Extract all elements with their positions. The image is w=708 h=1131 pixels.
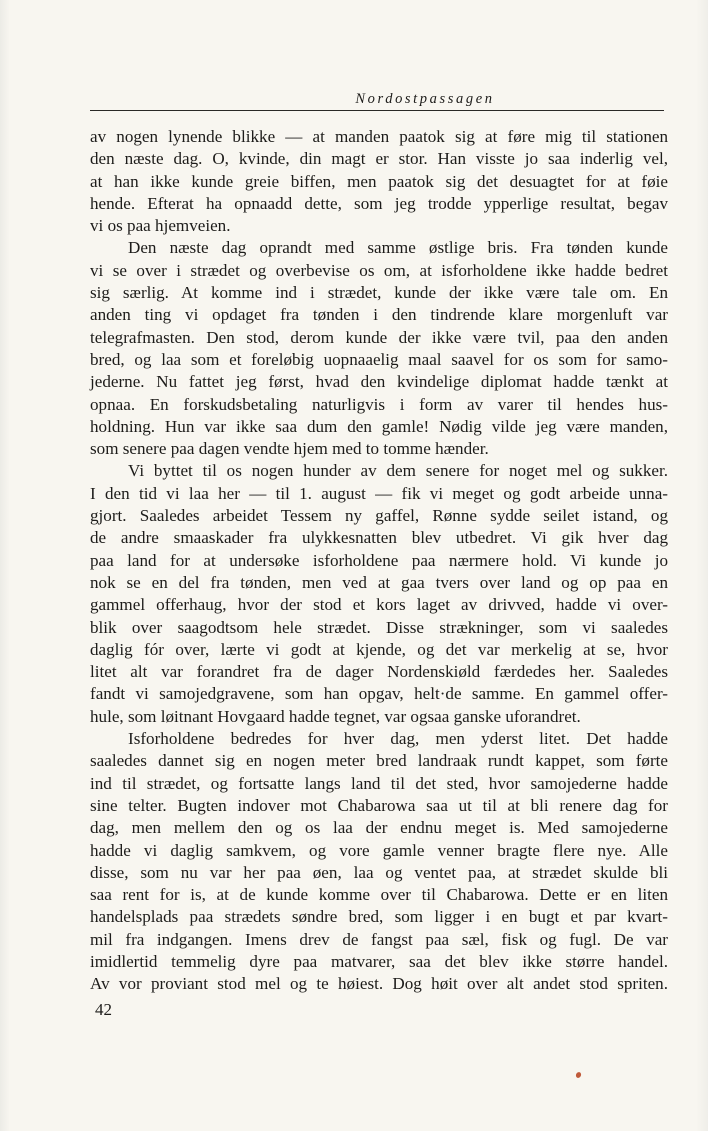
text-line: mil fra indgangen. Imens drev de fangst paa sæl, fisk og fugl. De var — [90, 929, 668, 949]
text-line: disse, som nu var her paa øen, laa og ventet paa, at strædet skulde bli — [90, 862, 668, 882]
header-rule — [90, 110, 664, 111]
text-line: ind til strædet, og fortsatte langs land til det sted, hvor samojederne hadde — [90, 773, 668, 793]
text-line: jederne. Nu fattet jeg først, hvad den kvindelige diplomat hadde tænkt at — [90, 372, 668, 392]
text-line: hule, som løitnant Hovgaard hadde tegnet, var ogsaa ganske uforandret. — [90, 706, 581, 726]
text-line: nok se en del fra tønden, men ved at gaa tvers over land og op paa en — [90, 572, 668, 592]
running-title: Nordostpassagen — [355, 91, 495, 107]
text-line: som senere paa dagen vendte hjem med to tomme hænder. — [90, 439, 489, 459]
text-line: vi se over i strædet og overbevise os om, at isforholdene ikke hadde bedret — [90, 260, 668, 280]
text-line: blik over saagodtsom hele strædet. Disse strækninger, som vi saaledes — [90, 617, 668, 637]
text-line: av nogen lynende blikke — at manden paatok sig at føre mig til stationen — [90, 127, 668, 146]
text-line: paa land for at undersøke isforholdene paa nærmere hold. Vi kunde jo — [90, 550, 668, 570]
text-line: at han ikke kunde greie biffen, men paatok sig det desuagtet for at føie — [90, 171, 668, 191]
text-line: gjort. Saaledes arbeidet Tessem ny gaffel, Rønne sydde seilet istand, og — [90, 506, 668, 526]
text-line: fandt vi samojedgravene, som han opgav, helt·de samme. En gammel offer- — [90, 684, 668, 704]
text-line: saa rent for is, at de kunde komme over til Chabarowa. Dette er en liten — [90, 885, 668, 905]
text-line: hadde vi daglig samkvem, og vore gamle venner bragte flere nye. Alle — [90, 840, 668, 860]
text-line: daglig fór over, lærte vi godt at kjende, og det var merkelig at se, hvor — [90, 639, 668, 659]
text-line: litet alt var forandret fra de dager Nordenskiøld færdedes her. Saaledes — [90, 662, 668, 682]
text-line: den næste dag. O, kvinde, din magt er stor. Han visste jo saa inderlig vel, — [90, 149, 668, 169]
text-line: telegrafmasten. Den stod, derom kunde der ikke være tvil, paa den anden — [90, 327, 668, 347]
text-line: Av vor proviant stod mel og te høiest. Dog høit over alt andet stod spriten. — [90, 974, 668, 994]
running-header — [90, 90, 664, 108]
text-line: saaledes dannet sig en nogen meter bred landraak rundt kappet, som førte — [90, 751, 668, 771]
text-line: dag, men mellem den og os laa der endnu meget is. Med samojederne — [90, 818, 668, 838]
text-line: bred, og laa som et foreløbig uopnaaelig maal saavel for os som for samo- — [90, 349, 668, 369]
text-line: imidlertid temmelig dyre paa matvarer, saa det blev ikke større handel. — [90, 951, 668, 971]
text-line: hende. Efterat ha opnaadd dette, som jeg trodde ypperlige resultat, begav — [90, 193, 668, 213]
text-line: sig særlig. At komme ind i strædet, kunde der ikke være tale om. En — [90, 283, 668, 303]
ink-speck — [575, 1071, 582, 1079]
page-number: 42 — [95, 1000, 112, 1019]
text-line: handelsplads paa strædets søndre bred, som ligger i en bugt et par kvart- — [90, 907, 668, 927]
text-line: sine telter. Bugten indover mot Chabarowa saa ut til at bli renere dag for — [90, 795, 668, 815]
text-line: Isforholdene bedredes for hver dag, men yderst litet. Det hadde — [128, 729, 668, 749]
text-line: gammel offerhaug, hvor der stod et kors laget av drivved, hadde vi over- — [90, 595, 668, 615]
text-line: anden ting vi opdaget fra tønden i den tindrende klare morgenluft var — [90, 305, 668, 325]
text-line: de andre smaaskader fra ulykkesnatten blev utbedret. Vi gik hver dag — [90, 528, 668, 548]
text-line: Vi byttet til os nogen hunder av dem senere for noget mel og sukker. — [128, 461, 668, 481]
text-line: holdning. Hun var ikke saa dum den gamle! Nødig vilde jeg være manden, — [90, 416, 668, 436]
text-line: I den tid vi laa her — til 1. august — fik vi meget og godt arbeide unna- — [90, 483, 668, 503]
text-line: Den næste dag oprandt med samme østlige bris. Fra tønden kunde — [128, 238, 668, 258]
body-text — [90, 126, 668, 996]
text-line: opnaa. En forskudsbetaling naturligvis i form av varer til hendes hus- — [90, 394, 668, 414]
text-line: vi os paa hjemveien. — [90, 216, 231, 236]
